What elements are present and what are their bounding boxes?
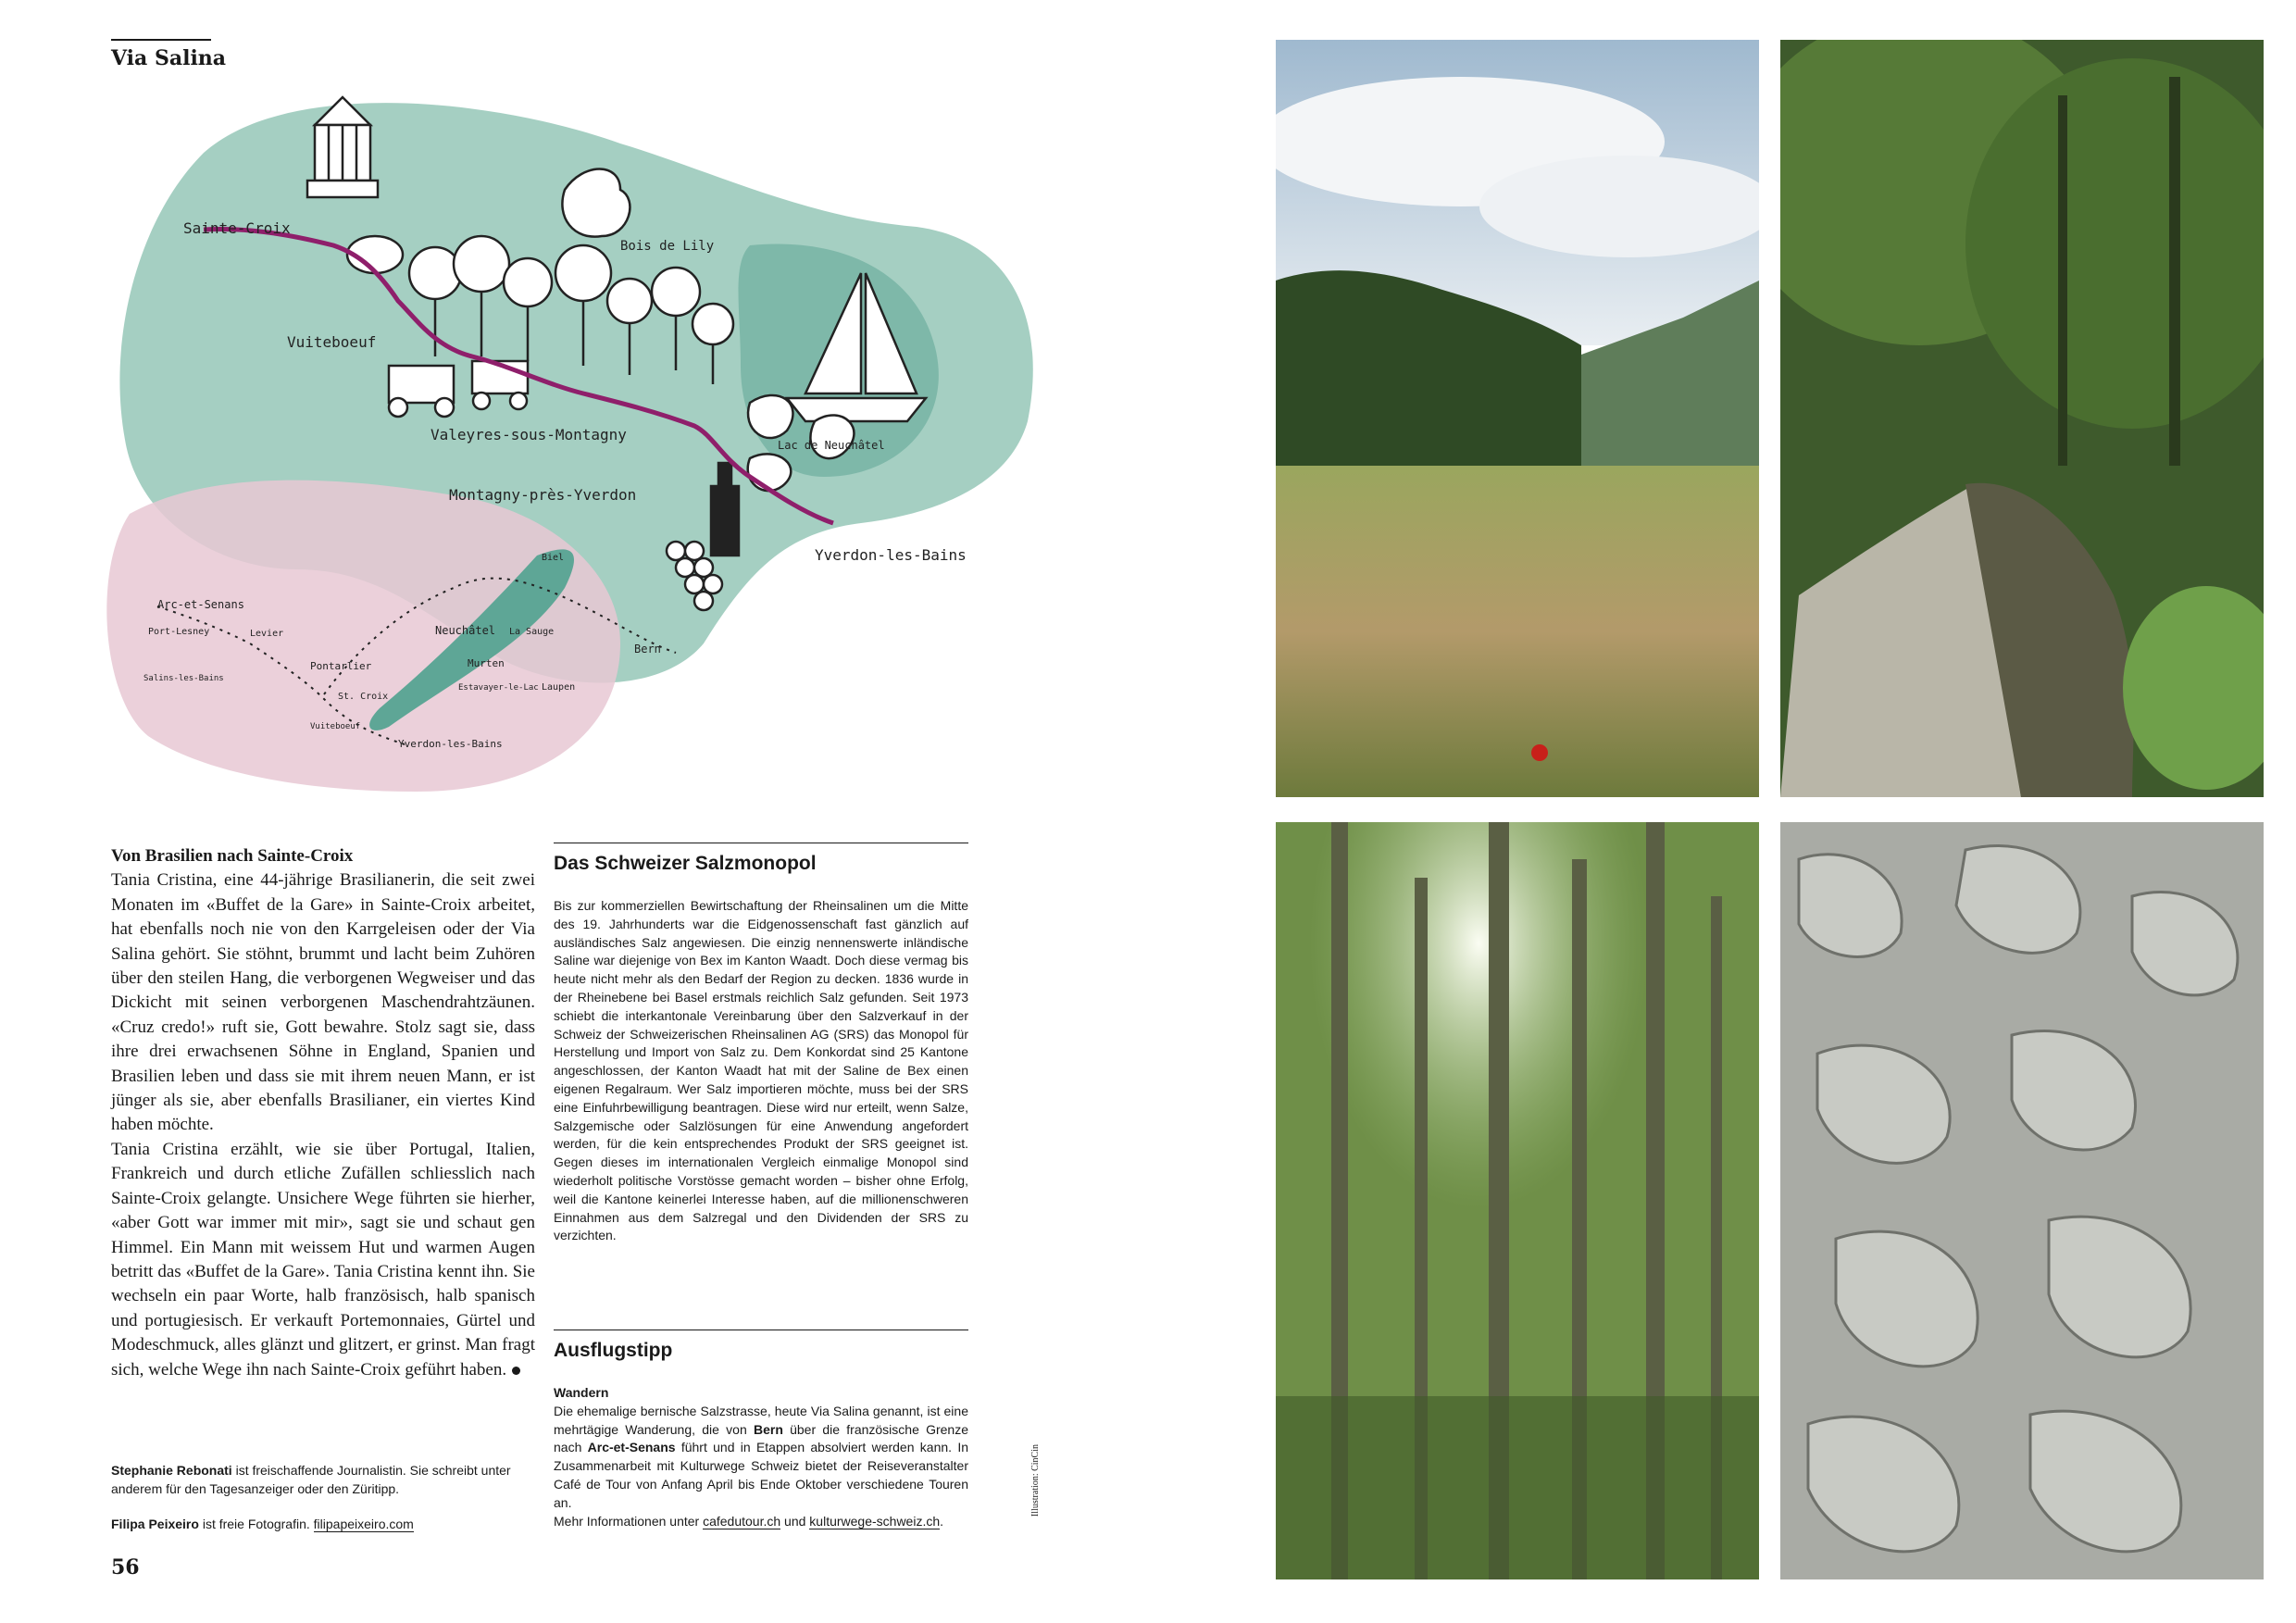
map-label-bois-de-lily: Bois de Lily	[620, 239, 715, 254]
map-overview-label: Laupen	[542, 682, 576, 693]
contributors	[111, 1461, 537, 1550]
illustration-credit: Illustration: CinCin	[1030, 1444, 1041, 1517]
cafedutour-link[interactable]: cafedutour.ch	[703, 1513, 781, 1529]
map-overview-label: Biel	[542, 553, 565, 563]
map-overview-label: Vuiteboeuf	[310, 722, 361, 731]
forest-stream-photo	[1780, 40, 2264, 797]
salzmonopol-box	[554, 843, 968, 1245]
section-rule	[111, 39, 211, 41]
map-overview-label: Arc-et-Senans	[157, 598, 244, 611]
map-overview-label: Port-Lesney	[148, 627, 210, 637]
map-label-sainte-croix: Sainte-Croix	[183, 219, 291, 237]
map-label-lac: Lac de Neuchâtel	[778, 439, 885, 452]
article-paragraph: Tania Cristina erzählt, wie sie über Portugal, Italien, Frankreich und durch etliche Zufällen schliesslich nach Sainte-Croix gelangte. Unsichere Wege führten sie hierher, «aber Gott war immer mit mir», sagt sie und schaut gen Himmel. Ein Mann mit weissem Hut und warmen Augen betritt das «Buffet de la Gare». Tania Cristina kennt ihn. Sie wechseln ein paar Worte, halb französisch, halb spanisch und portugiesisch. Er verkauft Portemonnaies, Gürtel und Modeschmuck, alles glänzt und glitzert, er grinst. Man fragt sich, welche Wege ihn nach Sainte-Croix geführt haben.	[111, 1139, 535, 1380]
map-label-vuiteboeuf: Vuiteboeuf	[287, 333, 377, 351]
map-label-yverdon: Yverdon-les-Bains	[815, 546, 967, 564]
map-overview-label: Bern	[634, 643, 661, 655]
ausflugstipp-subtitle: Wandern	[554, 1385, 609, 1400]
map-overview-label: Neuchâtel	[435, 624, 496, 637]
author-bio: Stephanie Rebonati ist freischaffende Journalistin. Sie schreibt unter anderem für den Tagesanzeiger oder den Züritipp.	[111, 1463, 511, 1496]
page-number: 56	[111, 1555, 140, 1579]
map-overview-label: St. Croix	[338, 692, 389, 702]
map-overview-label: Murten	[468, 657, 505, 669]
end-mark-icon	[512, 1367, 520, 1375]
ausflugstipp-text: Die ehemalige bernische Salzstrasse, heute Via Salina genannt, ist eine mehrtägige Wanderung, die von Bern über die französische Grenze nach Arc-et-Senans führt und in Etappen absolviert werden kann. In Zusammenarbeit mit Kulturwege Schweiz bietet der Reiseveranstalter Café de Tour von Anfang April bis Ende Oktober verschiedene Touren an.	[554, 1403, 968, 1510]
map-overview-label: Yverdon-les-Bains	[398, 738, 503, 750]
photographer-bio: Filipa Peixeiro ist freie Fotografin. filipapeixeiro.com	[111, 1517, 414, 1531]
map-overview-label: Estavayer-le-Lac	[458, 683, 539, 693]
photographer-link[interactable]: filipapeixeiro.com	[313, 1517, 414, 1531]
route-map-illustration	[102, 88, 1055, 810]
ausflugstipp-title: Ausflugstipp	[554, 1340, 673, 1361]
article-column	[111, 844, 535, 1382]
article-heading: Von Brasilien nach Sainte-Croix	[111, 846, 354, 866]
limestone-rocks-photo	[1780, 822, 2264, 1579]
map-overview-label: Salins-les-Bains	[144, 674, 224, 683]
map-overview-label: Pontarlier	[310, 660, 372, 672]
beech-forest-photo	[1276, 822, 1759, 1579]
article-paragraph: Tania Cristina, eine 44-jährige Brasilianerin, die seit zwei Monaten im «Buffet de la Gare» in Sainte-Croix arbeitet, hat ebenfalls noch nie von den Karrgeleisen oder der Via Salina gehört. Sie stöhnt, brummt und lacht beim Zuhören über den steilen Hang, die verborgenen Wegweiser und das Dickicht mit seinen verborgenen Maschendrahtzäunen. «Cruz credo!» ruft sie, Gott bewahre. Stolz sagt sie, dass ihre drei erwachsenen Söhne in England, Spanien und Brasilien leben und dass sie mit ihrem neuen Mann, er ist jünger als sie, aber ebenfalls Brasilianer, ein viertes Kind haben möchte.	[111, 870, 535, 1135]
salzmonopol-title: Das Schweizer Salzmonopol	[554, 853, 817, 874]
ausflugstipp-more: Mehr Informationen unter cafedutour.ch und kulturwege-schweiz.ch.	[554, 1513, 944, 1529]
map-overview-label: La Sauge	[509, 627, 555, 637]
meadow-photo	[1276, 40, 1759, 797]
section-title: Via Salina	[111, 46, 227, 70]
map-label-montagny: Montagny-près-Yverdon	[449, 486, 637, 504]
kulturwege-link[interactable]: kulturwege-schweiz.ch	[809, 1513, 941, 1529]
map-label-valeyres: Valeyres-sous-Montagny	[430, 426, 627, 443]
map-overview-label: Levier	[250, 629, 284, 639]
ausflugstipp-box	[554, 1330, 968, 1530]
salzmonopol-text: Bis zur kommerziellen Bewirtschaftung der Rheinsalinen um die Mitte des 19. Jahrhunderts war die Eidgenossenschaft fast gänzlich auf ausländisches Salz angewiesen. Die einzig nennenswerte inländische Saline war diejenige von Bex im Kanton Waadt. Doch diese vermag bis heute nicht mehr als den Bedarf der Region zu decken. 1836 wurde in der Rheinebene bei Basel erstmals reichlich Salz gefunden. Seit 1973 schiebt die interkantonale Vereinbarung über den Salzverkauf in der Schweiz der Schweizerischen Rheinsalinen AG (SRS) das Monopol für Herstellung und Import von Salz zu. Dem Konkordat sind 25 Kantone angeschlossen, der Kanton Waadt hat mit der Saline de Bex einen eigenen Regalraum. Wer Salz importieren möchte, muss bei der SRS eine Einfuhrbewilligung beantragen. Diese wird nur erteilt, wenn Salze, Salzgemische oder Salzlösungen für eine Anwendung angefordert werden, für die kein entsprechendes Produkt der SRS geeignet ist. Gegen dieses im internationalen Vergleich einmalige Monopol sind wiederholt politische Vorstösse gemacht worden – bisher ohne Erfolg, weil die Kantone keinerlei Interesse haben, auf die millionenschweren Einnahmen aus dem Salzregal und den Dividenden der SRS zu verzichten.	[554, 898, 968, 1243]
